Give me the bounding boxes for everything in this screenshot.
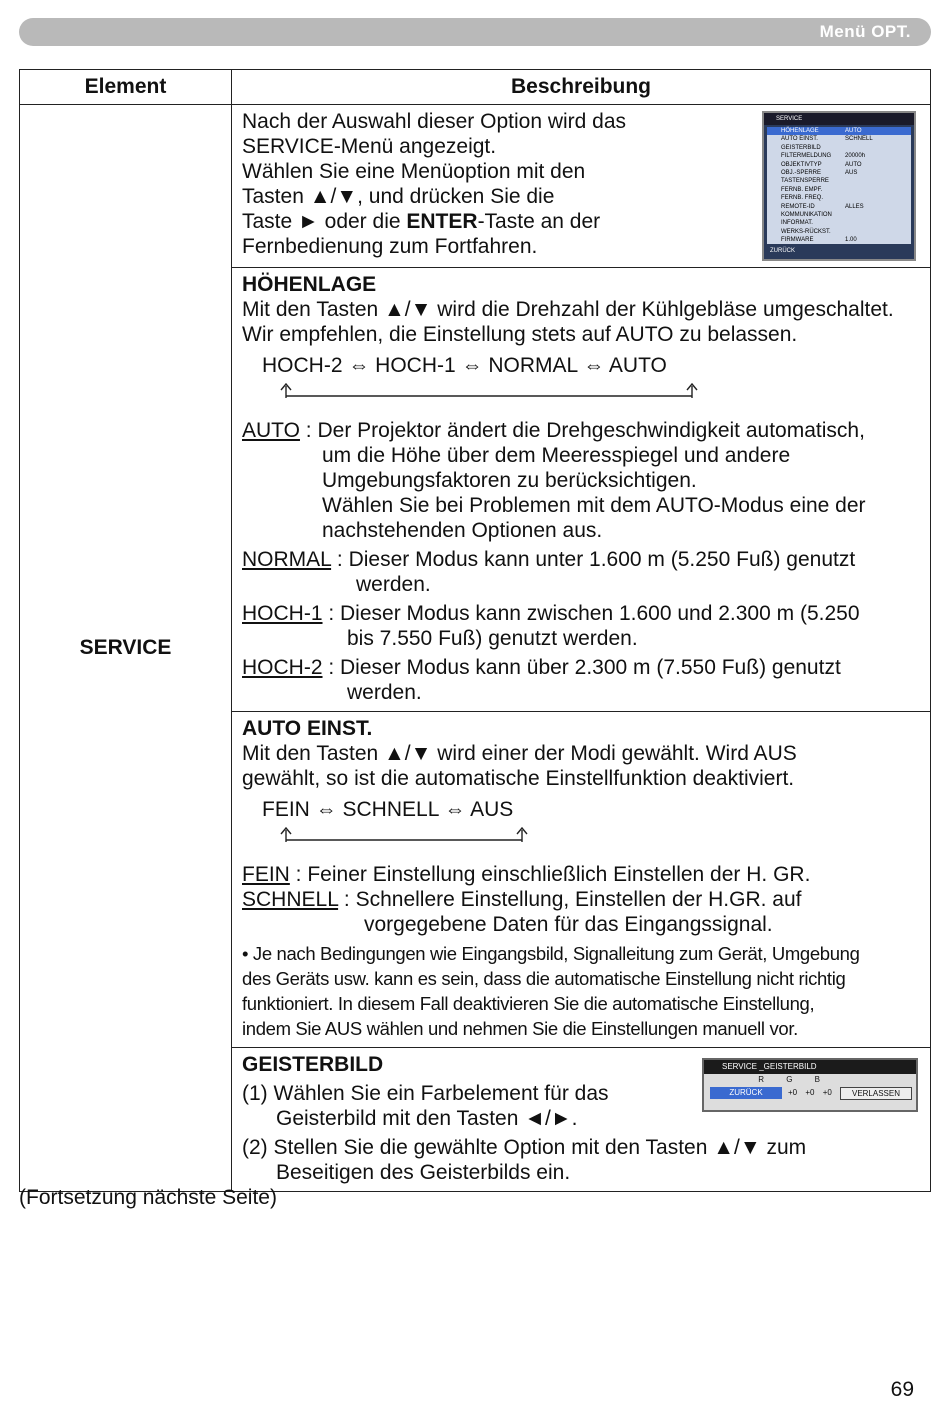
auto-option: AUTO : Der Projektor ändert die Drehgeschwindigkeit automatisch, <box>242 419 865 442</box>
hoch2-option: HOCH-2 : Dieser Modus kann über 2.300 m (7.550 Fuß) genutzt <box>242 656 841 679</box>
service-menu-item: FILTERMELDUNG 20000h <box>781 153 866 160</box>
step-line: (2) Stellen Sie die gewählte Option mit den Tasten ▲/▼ zum <box>242 1136 807 1159</box>
dialog-back-button: ZURÜCK <box>710 1087 782 1099</box>
hoch1-option: HOCH-1 : Dieser Modus kann zwischen 1.600 und 2.300 m (5.250 <box>242 602 860 625</box>
service-menu-item: AUTO EINST. SCHNELL <box>781 136 873 143</box>
menu-table <box>19 69 931 1192</box>
intro-line: Nach der Auswahl dieser Option wird das <box>242 110 627 133</box>
text-line: nachstehenden Optionen aus. <box>322 519 603 542</box>
text-line: Mit den Tasten ▲/▼ wird einer der Modi gewählt. Wird AUS <box>242 742 797 765</box>
service-menu-back: ZURÜCK <box>770 248 795 255</box>
intro-line: Fernbedienung zum Fortfahren. <box>242 235 538 258</box>
service-menu-item: WERKS-RÜCKST. <box>781 228 831 235</box>
geisterbild-cell <box>232 1048 931 1192</box>
service-menu-screenshot <box>762 111 916 261</box>
intro-line: SERVICE-Menü angezeigt. <box>242 135 497 158</box>
dialog-rgb-labels: R G B <box>758 1075 830 1084</box>
dialog-title: SERVICE _GEISTERBILD <box>704 1060 916 1074</box>
dialog-values: +0 +0 +0 <box>788 1088 832 1097</box>
column-header-description: Beschreibung <box>232 70 931 105</box>
text-line: bis 7.550 Fuß) genutzt werden. <box>347 627 638 650</box>
service-intro-cell <box>232 105 931 268</box>
cycle-return-arrow <box>280 826 530 844</box>
service-menu-item: TASTENSPERRE <box>781 178 829 185</box>
service-menu-title: SERVICE <box>764 113 914 125</box>
auto-einst-cycle: FEIN ⇔ SCHNELL ⇔ AUS <box>262 798 514 821</box>
service-menu-item: GEISTERBILD <box>781 144 821 151</box>
fein-option: FEIN : Feiner Einstellung einschließlich Einstellen der H. GR. <box>242 863 811 886</box>
section-header-bar <box>19 18 931 46</box>
service-menu-item: OBJEKTIVTYP AUTO <box>781 161 862 168</box>
hoehenlage-cell <box>232 268 931 712</box>
text-line: Wählen Sie bei Problemen mit dem AUTO-Modus eine der <box>322 494 866 517</box>
service-menu-item: FERNB. FREQ. <box>781 195 824 202</box>
hoehenlage-cycle: HOCH-2 ⇔ HOCH-1 ⇔ NORMAL ⇔ AUTO <box>262 354 667 377</box>
service-menu-item: REMOTE-ID ALLES <box>781 203 864 210</box>
step-line: Beseitigen des Geisterbilds ein. <box>276 1161 571 1184</box>
text-line: Mit den Tasten ▲/▼ wird die Drehzahl der Kühlgebläse umgeschaltet. <box>242 298 894 321</box>
auto-einst-title: AUTO EINST. <box>242 717 373 740</box>
page-number: 69 <box>890 1378 914 1401</box>
text-line: Umgebungsfaktoren zu berücksichtigen. <box>322 469 697 492</box>
dialog-exit-button: VERLASSEN <box>840 1087 912 1100</box>
intro-line: Taste ► oder die ENTER-Taste an der <box>242 210 601 233</box>
intro-line: Tasten ▲/▼, und drücken Sie die <box>242 185 555 208</box>
service-menu-item: HÖHENLAGE AUTO <box>767 127 911 135</box>
element-service: SERVICE <box>20 105 232 1192</box>
schnell-option: SCHNELL : Schnellere Einstellung, Einstellen der H.GR. auf <box>242 888 802 911</box>
hoehenlage-title: HÖHENLAGE <box>242 273 377 296</box>
text-line: werden. <box>356 573 431 596</box>
continuation-note: (Fortsetzung nächste Seite) <box>19 1186 277 1209</box>
text-line: werden. <box>347 681 422 704</box>
note: • Je nach Bedingungen wie Eingangsbild, Signalleitung zum Gerät, Umgebung des Geräts usw. kann es sein, dass die automatische Einstellung nicht richtig funktioniert. In diesem Fall deaktivieren Sie die automatische Einstellung, indem Sie AUS wählen und nehmen Sie die Einstellungen manuell vor. <box>242 943 860 1039</box>
section-title: Menü OPT. <box>819 22 911 41</box>
column-header-element: Element <box>20 70 232 105</box>
geisterbild-title: GEISTERBILD <box>242 1053 384 1076</box>
intro-line: Wählen Sie eine Menüoption mit den <box>242 160 586 183</box>
service-menu-item: OBJ.-SPERRE AUS <box>781 169 858 176</box>
text-line: vorgegebene Daten für das Eingangssignal. <box>364 913 773 936</box>
normal-option: NORMAL : Dieser Modus kann unter 1.600 m (5.250 Fuß) genutzt <box>242 548 856 571</box>
service-menu-item: FIRMWARE 1.00 <box>781 237 857 244</box>
text-line: Wir empfehlen, die Einstellung stets auf AUTO zu belassen. <box>242 323 798 346</box>
text-line: gewählt, so ist die automatische Einstellfunktion deaktiviert. <box>242 767 795 790</box>
step-line: (1) Wählen Sie ein Farbelement für das <box>242 1082 609 1105</box>
geisterbild-dialog-screenshot <box>702 1058 918 1112</box>
service-menu-list <box>767 127 911 244</box>
auto-einst-cell <box>232 712 931 1048</box>
service-menu-item: FERNB. EMPF. <box>781 186 823 193</box>
step-line: Geisterbild mit den Tasten ◄/►. <box>276 1107 578 1130</box>
service-menu-item: INFORMAT. <box>781 220 813 227</box>
text-line: um die Höhe über dem Meeresspiegel und andere <box>322 444 791 467</box>
cycle-return-arrow <box>280 382 700 400</box>
service-menu-item: KOMMUNIKATION <box>781 211 832 218</box>
